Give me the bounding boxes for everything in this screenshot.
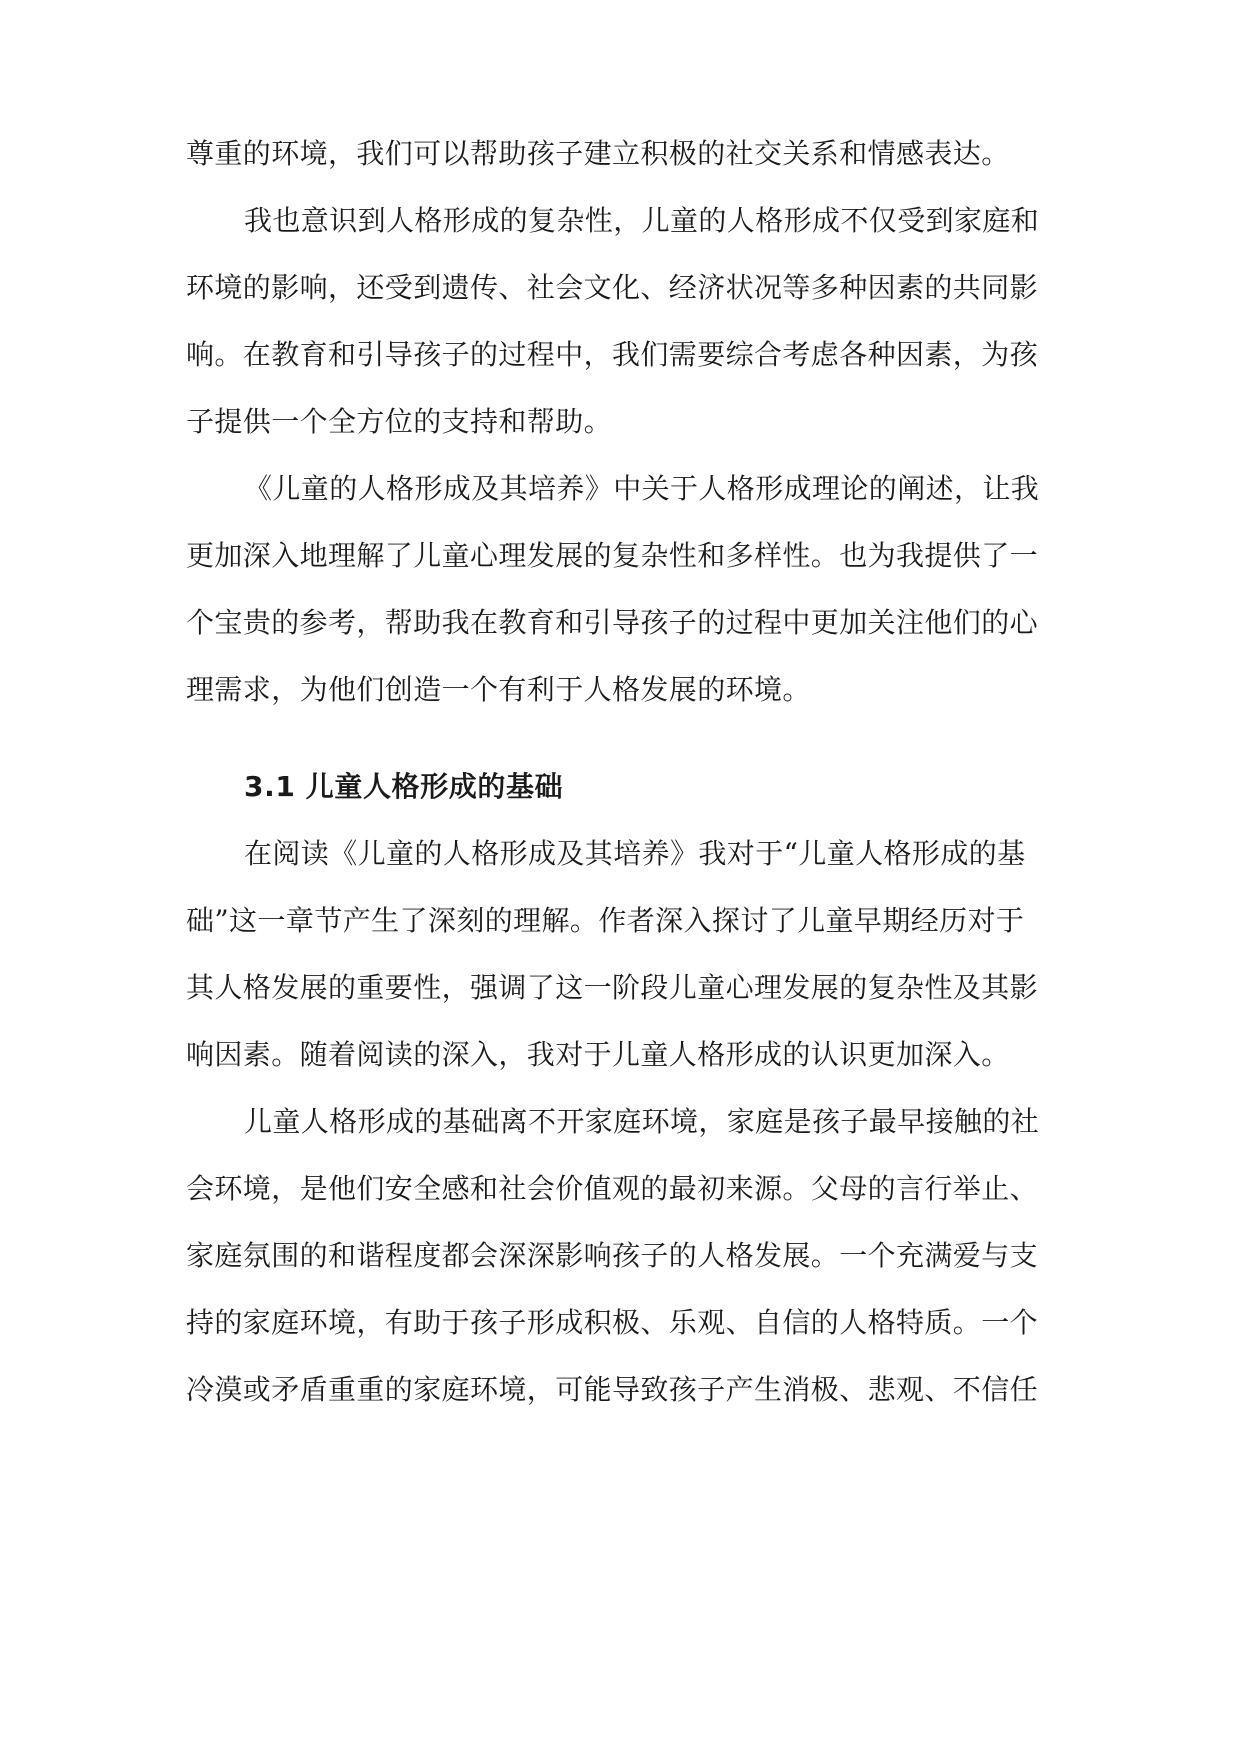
- paragraph-line: 《儿童的人格形成及其培养》中关于人格形成理论的阐述，让我: [244, 472, 1040, 505]
- paragraph-line: 持的家庭环境，有助于孩子形成积极、乐观、自信的人格特质。一个: [186, 1306, 1039, 1339]
- paragraph-line: 冷漠或矛盾重重的家庭环境，可能导致孩子产生消极、悲观、不信任: [186, 1373, 1039, 1406]
- paragraph-line: 环境的影响，还受到遗传、社会文化、经济状况等多种因素的共同影: [186, 271, 1039, 304]
- paragraph-line: 础”这一章节产生了深刻的理解。作者深入探讨了儿童早期经历对于: [186, 904, 1025, 937]
- paragraph-line: 个宝贵的参考，帮助我在教育和引导孩子的过程中更加关注他们的心: [186, 606, 1039, 639]
- paragraph-line: 子提供一个全方位的支持和帮助。: [186, 405, 613, 438]
- paragraph-line: 我也意识到人格形成的复杂性，儿童的人格形成不仅受到家庭和: [244, 204, 1040, 237]
- paragraph-line: 响因素。随着阅读的深入，我对于儿童人格形成的认识更加深入。: [186, 1038, 1010, 1071]
- section-heading: 3.1 儿童人格形成的基础: [244, 770, 564, 803]
- paragraph-line: 响。在教育和引导孩子的过程中，我们需要综合考虑各种因素，为孩: [186, 338, 1039, 371]
- paragraph-line: 会环境，是他们安全感和社会价值观的最初来源。父母的言行举止、: [186, 1172, 1039, 1205]
- paragraph-line: 理需求，为他们创造一个有利于人格发展的环境。: [186, 673, 811, 706]
- paragraph-line: 在阅读《儿童的人格形成及其培养》我对于“儿童人格形成的基: [244, 837, 1026, 870]
- paragraph-line: 家庭氛围的和谐程度都会深深影响孩子的人格发展。一个充满爱与支: [186, 1239, 1039, 1272]
- paragraph-line: 更加深入地理解了儿童心理发展的复杂性和多样性。也为我提供了一: [186, 539, 1039, 572]
- paragraph-line: 尊重的环境，我们可以帮助孩子建立积极的社交关系和情感表达。: [186, 137, 1010, 170]
- paragraph-line: 其人格发展的重要性，强调了这一阶段儿童心理发展的复杂性及其影: [186, 971, 1039, 1004]
- paragraph-line: 儿童人格形成的基础离不开家庭环境，家庭是孩子最早接触的社: [244, 1105, 1040, 1138]
